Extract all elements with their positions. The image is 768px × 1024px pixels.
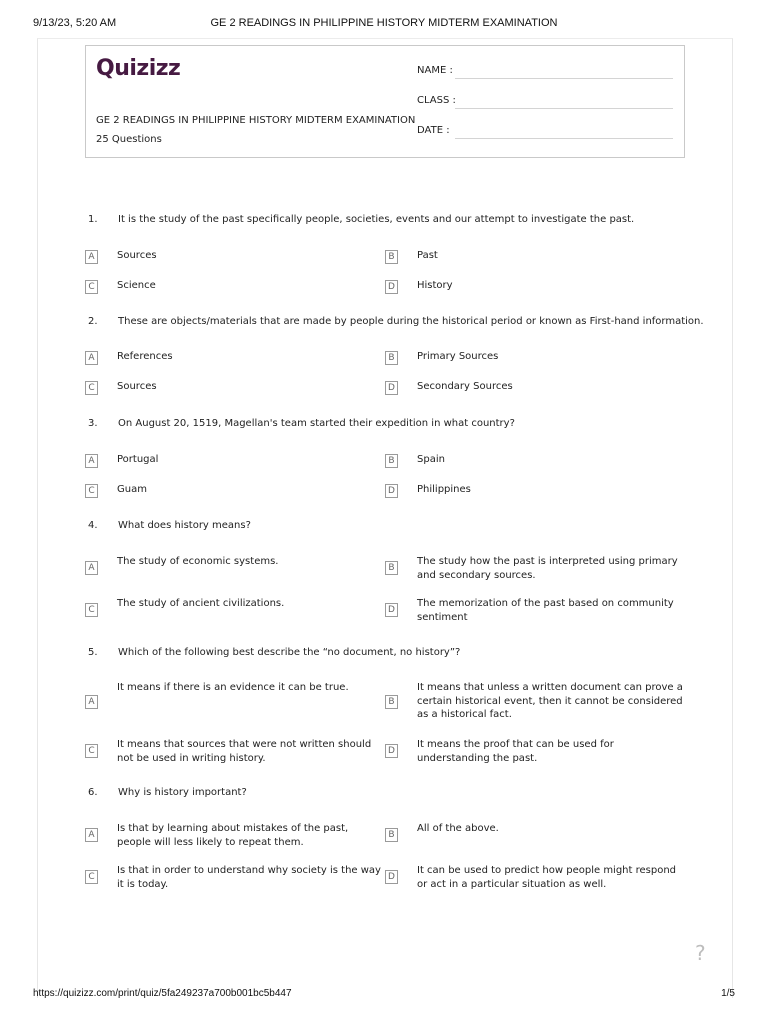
name-field <box>417 65 673 79</box>
print-header <box>33 17 735 31</box>
option-text: It means that sources that were not written should not be used in writing history. <box>117 739 372 764</box>
option-text: Is that in order to understand why society is the way it is today. <box>117 865 381 890</box>
question <box>88 418 688 436</box>
question <box>88 787 688 805</box>
quizizz-logo: Quizizz <box>96 56 181 81</box>
print-timestamp: 9/13/23, 5:20 AM <box>33 17 117 29</box>
option-text: References <box>117 351 173 362</box>
print-document-title: GE 2 READINGS IN PHILIPPINE HISTORY MIDTERM EXAMINATION <box>210 17 558 29</box>
option-letter-box: C <box>85 484 98 498</box>
option-text: Science <box>117 280 156 291</box>
option-text: The study how the past is interpreted using primary and secondary sources. <box>417 556 678 581</box>
option-letter-box: C <box>85 603 98 617</box>
option-letter-box: D <box>385 744 398 758</box>
option-text: History <box>417 280 453 291</box>
option-text: Spain <box>417 454 445 465</box>
option-text: The study of ancient civilizations. <box>117 598 285 609</box>
option-text: Is that by learning about mistakes of the past, people will less likely to repeat them. <box>117 823 349 848</box>
name-label: NAME : <box>417 65 453 76</box>
option-letter-box: B <box>385 351 398 365</box>
option-letter-box: C <box>85 381 98 395</box>
question-number: 3. <box>88 418 98 429</box>
question <box>88 316 704 334</box>
question-text: These are objects/materials that are made by people during the historical period or known as First-hand information. <box>118 316 704 327</box>
option-letter-box: B <box>385 695 398 709</box>
question-number: 5. <box>88 647 98 658</box>
name-line <box>455 78 673 79</box>
class-label: CLASS : <box>417 95 456 106</box>
question-count: 25 Questions <box>96 134 162 145</box>
option-letter-box: A <box>85 828 98 842</box>
date-line <box>455 138 673 139</box>
question-number: 1. <box>88 214 98 225</box>
question-number: 6. <box>88 787 98 798</box>
help-icon[interactable]: ? <box>695 941 706 965</box>
question-text: What does history means? <box>118 520 251 531</box>
option-letter-box: B <box>385 561 398 575</box>
question-text: It is the study of the past specifically people, societies, events and our attempt to investigate the past. <box>118 214 635 225</box>
option-letter-box: A <box>85 695 98 709</box>
question <box>88 520 688 538</box>
option-letter-box: D <box>385 484 398 498</box>
option-text: Sources <box>117 381 157 392</box>
option-letter-box: D <box>385 381 398 395</box>
option-letter-box: C <box>85 744 98 758</box>
option-text: Philippines <box>417 484 471 495</box>
option-text: All of the above. <box>417 823 499 834</box>
option-letter-box: A <box>85 454 98 468</box>
question <box>88 647 688 665</box>
option-letter-box: B <box>385 454 398 468</box>
option-letter-box: C <box>85 870 98 884</box>
option-text: The memorization of the past based on community sentiment <box>417 598 674 623</box>
question-text: On August 20, 1519, Magellan's team started their expedition in what country? <box>118 418 515 429</box>
quiz-header-box <box>85 45 685 158</box>
question <box>88 214 688 232</box>
option-text: The study of economic systems. <box>117 556 279 567</box>
option-letter-box: D <box>385 603 398 617</box>
option-text: Primary Sources <box>417 351 499 362</box>
option-text: Portugal <box>117 454 159 465</box>
option-letter-box: A <box>85 250 98 264</box>
option-text: Past <box>417 250 438 261</box>
date-field <box>417 125 673 139</box>
page-frame <box>37 38 733 998</box>
option-letter-box: C <box>85 280 98 294</box>
quiz-title: GE 2 READINGS IN PHILIPPINE HISTORY MIDTERM EXAMINATION <box>96 115 416 126</box>
question-number: 2. <box>88 316 98 327</box>
option-text: It means if there is an evidence it can be true. <box>117 682 349 693</box>
option-text: It can be used to predict how people might respond or act in a particular situation as well. <box>417 865 677 890</box>
option-letter-box: D <box>385 870 398 884</box>
option-letter-box: D <box>385 280 398 294</box>
class-field <box>417 95 673 109</box>
class-line <box>455 108 673 109</box>
option-text: Secondary Sources <box>417 381 513 392</box>
question-text: Which of the following best describe the “no document, no history”? <box>118 647 461 658</box>
option-letter-box: B <box>385 250 398 264</box>
option-letter-box: A <box>85 561 98 575</box>
option-text: Guam <box>117 484 147 495</box>
print-url: https://quizizz.com/print/quiz/5fa249237a700b001bc5b447 <box>33 988 292 999</box>
date-label: DATE : <box>417 125 450 136</box>
question-text: Why is history important? <box>118 787 247 798</box>
page-number: 1/5 <box>721 988 735 999</box>
print-footer <box>33 988 735 1002</box>
option-text: It means that unless a written document can prove a certain historical event, then it cannot be considered as a historical fact. <box>417 682 683 720</box>
option-letter-box: A <box>85 351 98 365</box>
question-number: 4. <box>88 520 98 531</box>
option-text: Sources <box>117 250 157 261</box>
option-text: It means the proof that can be used for understanding the past. <box>417 739 614 764</box>
option-letter-box: B <box>385 828 398 842</box>
